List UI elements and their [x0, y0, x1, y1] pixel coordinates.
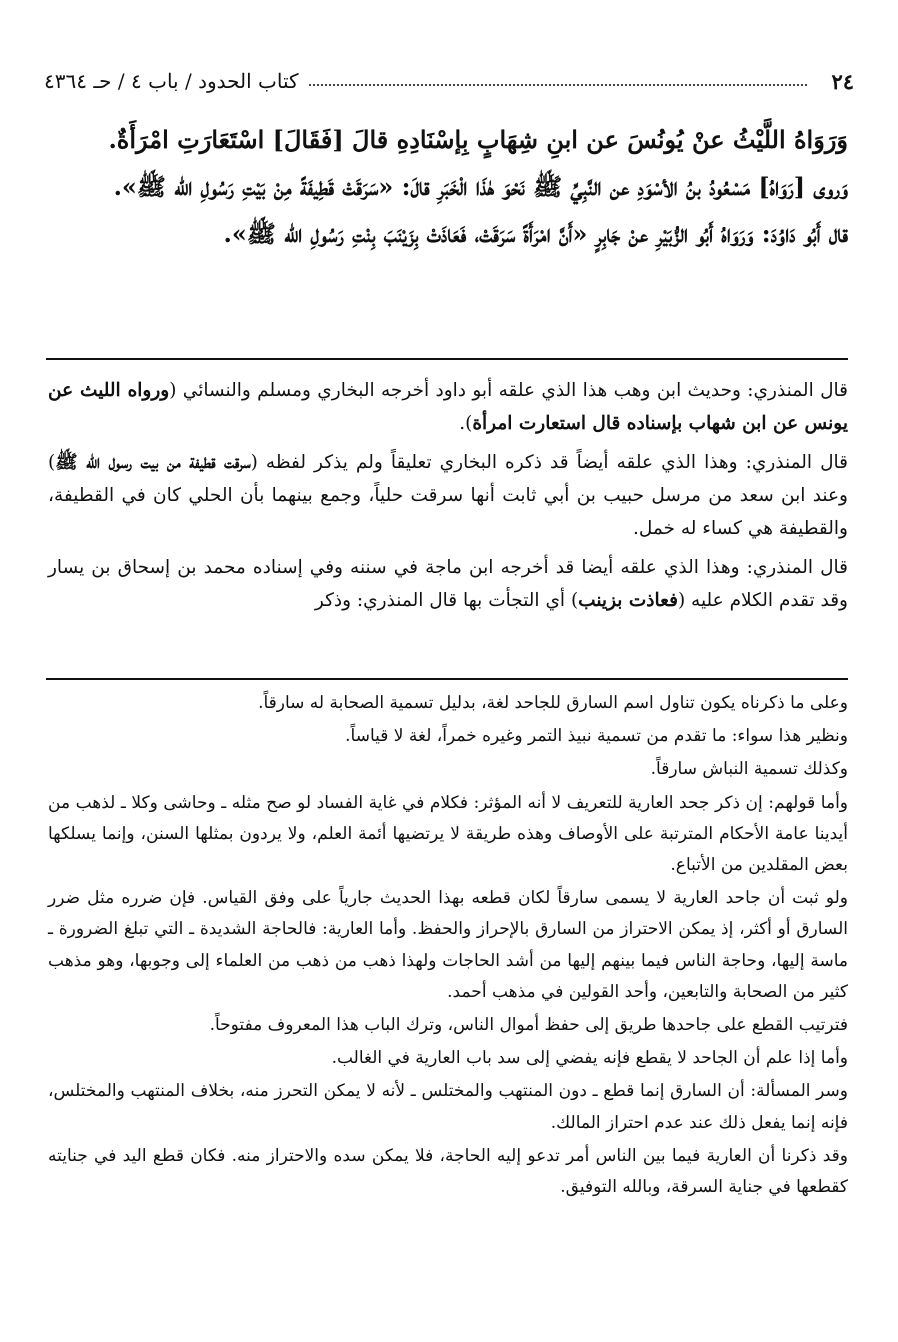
running-title: كتاب الحدود / باب ٤ / حـ ٤٣٦٤ [44, 69, 299, 93]
mundhiri-notes [48, 374, 848, 623]
commentary-paragraph: وعلى ما ذكرناه يكون تناول اسم السارق للجاحد لغة، بدليل تسمية الصحابة له سارقاً. [258, 693, 848, 713]
text-run: ). [459, 413, 473, 434]
mundhiri-paragraph [48, 446, 848, 545]
text-run: قال المنذري: وحديث ابن وهب هذا الذي علقه أبو داود أخرجه البخاري ومسلم والنسائي ( [169, 380, 848, 401]
commentary-paragraph: وسر المسألة: أن السارق إنما قطع ـ دون المنتهب والمختلس ـ لأنه لا يمكن التحرز منه، بخلاف المنتهب والمختلس، فإنه إنما يفعل ذلك عند عدم احتراز المالك. [48, 1081, 848, 1133]
text-run: ) وعند ابن سعد من مرسل حبيب بن أبي ثابت أنها سرقت حلياً، وجمع بينهما بأن الحلي كان في القطيفة، والقطيفة هي كساء له خمل. [48, 452, 848, 539]
section-divider [46, 678, 848, 680]
bold-quote: سرقت قطيفة من بيت رسول الله ﷺ [55, 452, 251, 473]
mundhiri-paragraph [48, 374, 848, 440]
text-run: ) أي التجأت بها قال المنذري: وذكر [314, 590, 579, 611]
header-dotted-leader [309, 84, 808, 86]
commentary-paragraph: وأما إذا علم أن الجاحد لا يقطع فإنه يفضي إلى سد باب العارية في الغالب. [331, 1048, 848, 1069]
text-run: قال المنذري: وهذا الذي علقه أيضا قد أخرجه ابن ماجة في سننه وفي إسناده محمد بن إسحاق بن يسار وقد تقدم الكلام عليه ( [48, 557, 848, 611]
commentary-paragraph: وقد ذكرنا أن العارية فيما بين الناس أمر تدعو إليه الحاجة، فلا يمكن سده والاحتراز منه. فكان قطع اليد في جنايته كقطعها في جناية السرقة، وبالله التوفيق. [48, 1145, 848, 1198]
hadith-paragraph: وَروى [رَوَاهُ] مَسْعُودُ بنُ الأسْوَدِ عن النَّبِيِّ ﷺ نَحْوَ هٰذَا الْخَبَرِ قالَ: «سَرَقَتْ قَطِيفَةً مِنْ بَيْتِ رَسُولِ الله ﷺ». [113, 172, 848, 201]
bold-quote: ورواه الليث عن يونس عن ابن شهاب بإسناده قال استعارت امرأة [48, 380, 848, 434]
hadith-text [48, 118, 848, 259]
commentary-paragraph: وأما قولهم: إن ذكر جحد العارية للتعريف لا أنه المؤثر: فكلام في غاية الفساد لو صح مثله ـ وحاشى وكلا ـ لذهب من أيدينا عامة الأحكام المترتبة على الأوصاف وهذه طريقة لا يرتضيها أئمة العلم، ولا يردون بمثلها السنن، وإنما يسلكها بعض المقلدين من الأتباع. [48, 792, 848, 876]
mundhiri-paragraph [48, 551, 848, 617]
commentary-text [48, 688, 848, 1205]
page-number: ٢٤ [831, 68, 854, 94]
commentary-paragraph: فترتيب القطع على جاحدها طريق إلى حفظ أموال الناس، وترك الباب هذا المعروف مفتوحاً. [209, 1015, 848, 1036]
commentary-paragraph: وكذلك تسمية النباش سارقاً. [650, 759, 848, 780]
hadith-paragraph: وَرَوَاهُ اللَّيْثُ عنْ يُونُسَ عن ابنِ شِهَابٍ بِإسْنَادِهِ قالَ [فَقَالَ] اسْتَعَارَتِ امْرَأَةٌ. [108, 125, 848, 154]
page-header [44, 64, 854, 98]
commentary-paragraph: ونظير هذا سواء: ما تقدم من تسمية نبيذ التمر وغيره خمراً، لغة لا قياساً. [345, 726, 848, 747]
text-run: قال المنذري: وهذا الذي علقه أيضاً قد ذكره البخاري تعليقاً ولم يذكر لفظه ( [250, 452, 849, 473]
section-divider [46, 358, 848, 360]
bold-quote: فعاذت بزينب [578, 590, 678, 611]
hadith-paragraph: قال أَبُو دَاوُدَ: وَرَوَاهُ أَبُو الزُّبَيْرِ عنْ جَابِرٍ «أَنَّ امْرَأَةً سَرَقَتْ، فَعَاذَتْ بِزَيْنَبَ بِنْتِ رَسُولِ الله ﷺ». [223, 219, 848, 248]
commentary-paragraph: ولو ثبت أن جاحد العارية لا يسمى سارقاً لكان قطعه بهذا الحديث جارياً على وفق القياس. فإن ضرره مثل ضرر السارق أو أكثر، إذ يمكن الاحتراز من السارق بالإحراز والحفظ. وأما العارية: فالحاجة الشديدة ـ التي تبلغ الضرورة ـ ماسة إليها، وحاجة الناس فيما بينهم إليها من أشد الحاجات ولهذا ذهب من ذهب من العلماء إلى وجوبها، وهو مذهب كثير من الصحابة والتابعين، وأحد القولين في مذهب أحمد. [48, 888, 848, 1002]
